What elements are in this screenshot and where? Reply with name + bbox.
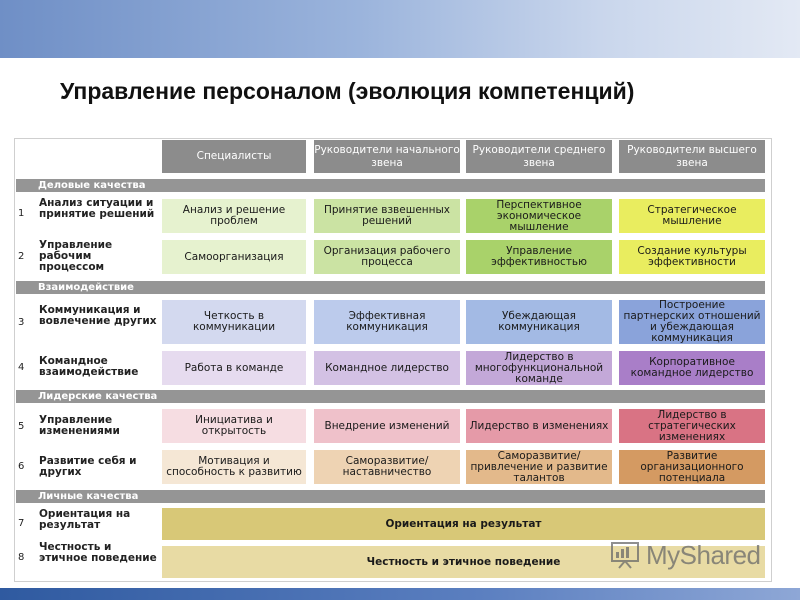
table-cell: Лидерство в стратегических изменениях bbox=[619, 409, 765, 443]
table-cell-merged: Честность и этичное поведение bbox=[162, 546, 765, 578]
table-cell: Работа в команде bbox=[162, 351, 306, 385]
presentation-board-icon bbox=[610, 540, 640, 570]
row-number: 2 bbox=[18, 251, 25, 262]
table-cell: Создание культуры эффективности bbox=[619, 240, 765, 274]
table-cell: Построение партнерских отношений и убеждающая коммуникация bbox=[619, 300, 765, 344]
table-cell: Анализ и решение проблем bbox=[162, 199, 306, 233]
section-header-business: Деловые качества bbox=[16, 179, 765, 192]
row-label: Управление рабочим процессом bbox=[39, 239, 113, 273]
row-label: Честность и этичное поведение bbox=[39, 541, 157, 564]
table-cell: Принятие взвешенных решений bbox=[314, 199, 460, 233]
table-cell: Корпоративное командное лидерство bbox=[619, 351, 765, 385]
table-cell: Управление эффективностью bbox=[466, 240, 612, 274]
column-header-middle-managers: Руководители среднего звена bbox=[466, 140, 612, 173]
top-banner bbox=[0, 0, 800, 58]
section-header-personal: Личные качества bbox=[16, 490, 765, 503]
row-number: 3 bbox=[18, 317, 25, 328]
column-header-junior-managers: Руководители начального звена bbox=[314, 140, 460, 173]
table-cell: Стратегическое мышление bbox=[619, 199, 765, 233]
table-cell: Организация рабочего процесса bbox=[314, 240, 460, 274]
table-cell: Лидерство в многофункциональной команде bbox=[466, 351, 612, 385]
table-cell: Саморазвитие/ привлечение и развитие талантов bbox=[466, 450, 612, 484]
watermark-text: MyShared bbox=[646, 539, 761, 570]
table-cell: Командное лидерство bbox=[314, 351, 460, 385]
table-cell: Четкость в коммуникации bbox=[162, 300, 306, 344]
section-header-leadership: Лидерские качества bbox=[16, 390, 765, 403]
page-title: Управление персоналом (эволюция компетенций) bbox=[60, 78, 635, 104]
table-cell-merged: Ориентация на результат bbox=[162, 508, 765, 540]
row-label: Развитие себя и других bbox=[39, 455, 137, 478]
table-cell: Самоорганизация bbox=[162, 240, 306, 274]
column-header-senior-managers: Руководители высшего звена bbox=[619, 140, 765, 173]
table-cell: Перспективное экономическое мышление bbox=[466, 199, 612, 233]
row-number: 5 bbox=[18, 421, 25, 432]
table-cell: Саморазвитие/ наставничество bbox=[314, 450, 460, 484]
row-label: Управление изменениями bbox=[39, 414, 120, 437]
table-cell: Развитие организационного потенциала bbox=[619, 450, 765, 484]
row-label: Коммуникация и вовлечение других bbox=[39, 304, 157, 327]
row-number: 1 bbox=[18, 208, 25, 219]
table-cell: Инициатива и открытость bbox=[162, 409, 306, 443]
section-header-interaction: Взаимодействие bbox=[16, 281, 765, 294]
row-number: 8 bbox=[18, 552, 25, 563]
table-cell: Внедрение изменений bbox=[314, 409, 460, 443]
table-cell: Эффективная коммуникация bbox=[314, 300, 460, 344]
row-label: Ориентация на результат bbox=[39, 508, 131, 531]
row-number: 7 bbox=[18, 518, 25, 529]
table-cell: Лидерство в изменениях bbox=[466, 409, 612, 443]
row-label: Командное взаимодействие bbox=[39, 355, 139, 378]
table-cell: Убеждающая коммуникация bbox=[466, 300, 612, 344]
bottom-banner bbox=[0, 588, 800, 600]
row-label: Анализ ситуации и принятие решений bbox=[39, 197, 155, 220]
table-cell: Мотивация и способность к развитию bbox=[162, 450, 306, 484]
row-number: 4 bbox=[18, 362, 25, 373]
row-number: 6 bbox=[18, 461, 25, 472]
watermark bbox=[610, 538, 761, 572]
column-header-specialists: Специалисты bbox=[162, 140, 306, 173]
